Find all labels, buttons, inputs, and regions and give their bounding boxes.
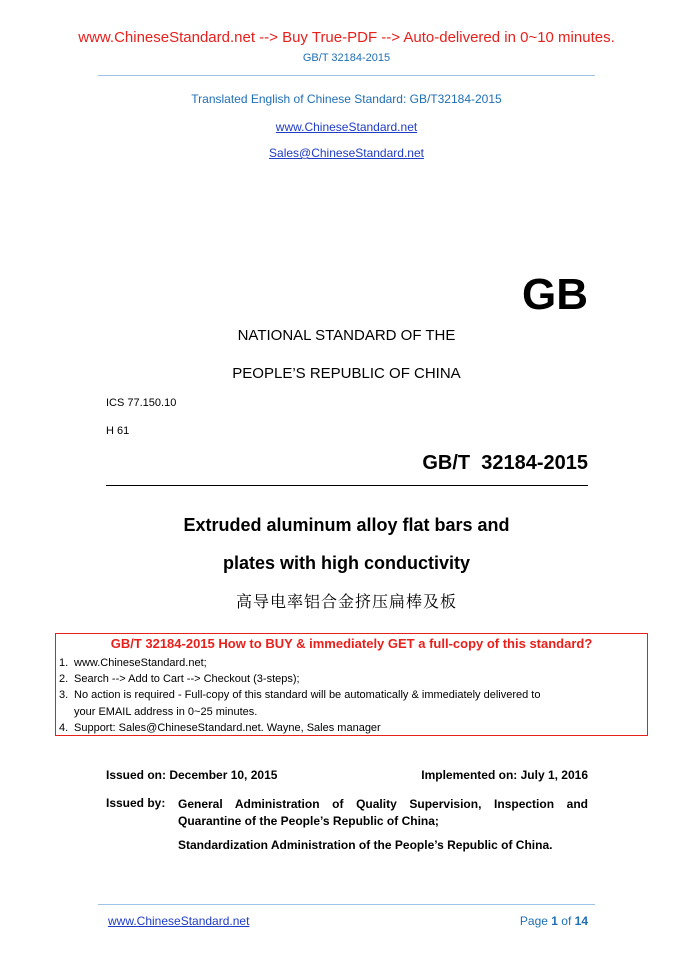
top-banner[interactable]: www.ChineseStandard.net --> Buy True-PDF --> Auto-delivered in 0~10 minutes.: [78, 29, 615, 46]
title-divider: [106, 485, 588, 486]
page-indicator: [520, 914, 588, 928]
list-item-text: www.ChineseStandard.net;: [74, 657, 207, 669]
national-standard-line1: NATIONAL STANDARD OF THE: [237, 327, 456, 344]
implemented-on-date: Implemented on: July 1, 2016: [421, 768, 588, 782]
footer-divider: [98, 904, 595, 905]
header-standard-code: GB/T 32184-2015: [302, 52, 391, 64]
translation-note: Translated English of Chinese Standard: GB/T32184-2015: [191, 92, 502, 106]
site-link-row: [0, 118, 693, 136]
site-link[interactable]: www.ChineseStandard.net: [275, 120, 418, 134]
gb-mark: GB: [522, 270, 588, 319]
purchase-box-title: GB/T 32184-2015 How to BUY & immediately GET a full-copy of this standard?: [110, 636, 593, 651]
chinese-title: 高导电率铝合金挤压扁棒及板: [235, 592, 457, 611]
list-item-number: 4.: [59, 721, 69, 734]
list-item-number: 3.: [59, 689, 69, 702]
issued-on-date: Issued on: December 10, 2015: [106, 768, 278, 782]
list-item-text: your EMAIL address in 0~25 minutes.: [74, 705, 258, 718]
list-item-number: 1.: [59, 657, 69, 669]
list-item-number: 2.: [59, 673, 69, 686]
page-total: 14: [574, 914, 588, 928]
issuer-aqsiq: General Administration of Quality Supervision, Inspection and Quarantine of the People’s Republic of China;: [178, 797, 588, 828]
list-item: [59, 687, 643, 703]
purchase-info-box: [55, 633, 648, 736]
sales-email-link[interactable]: Sales@ChineseStandard.net: [269, 146, 424, 160]
header-divider: [98, 75, 595, 76]
page-current: 1: [551, 914, 558, 928]
standard-number: GB/T 32184-2015: [422, 452, 588, 474]
list-item-text: Search --> Add to Cart --> Checkout (3-steps);: [74, 673, 300, 686]
national-standard-line2: PEOPLE’S REPUBLIC OF CHINA: [232, 365, 461, 382]
list-item-continuation: [59, 704, 643, 720]
issuer-sac: Standardization Administration of the People’s Republic of China.: [178, 838, 553, 852]
list-item: [59, 655, 643, 671]
list-item: [59, 720, 643, 736]
ics-code: ICS 77.150.10: [106, 397, 177, 409]
purchase-steps-list: [59, 655, 643, 736]
page-of-label: of: [557, 914, 575, 928]
page-label: Page: [519, 914, 552, 928]
list-item: [59, 671, 643, 687]
english-title-line2: plates with high conductivity: [222, 553, 471, 573]
sales-link-row: [0, 144, 693, 162]
english-title-line1: Extruded aluminum alloy flat bars and: [183, 515, 510, 535]
list-item-text: No action is required - Full-copy of this standard will be automatically & immediately delivered to: [74, 689, 541, 702]
footer-site-link[interactable]: www.ChineseStandard.net: [108, 914, 250, 928]
issued-by-label: Issued by:: [106, 796, 166, 810]
list-item-text: Support: Sales@ChineseStandard.net. Wayne, Sales manager: [74, 721, 381, 734]
ccs-code: H 61: [106, 425, 130, 437]
